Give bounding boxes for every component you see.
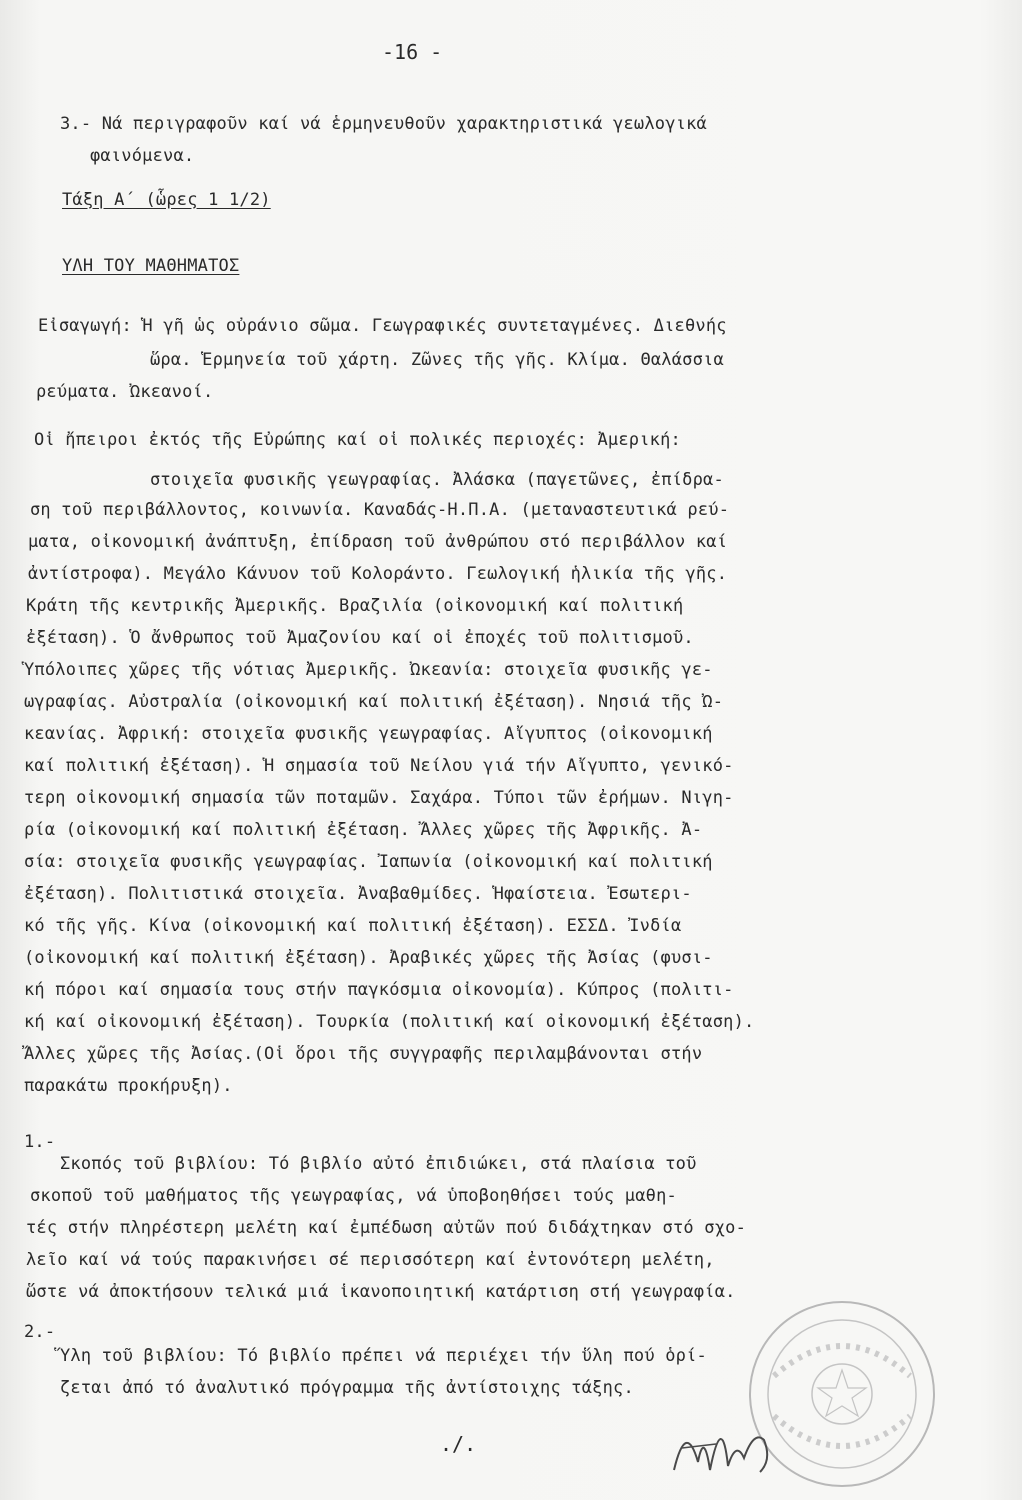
text-line: ρία (οἰκονομική καί πολιτική ἐξέταση. Ἄλλες χῶρες τῆς Ἀφρικῆς. Ἀ-: [24, 820, 703, 840]
section-heading: Οἱ ἤπειροι ἐκτός τῆς Εὐρώπης καί οἱ πολικές περιοχές: Ἀμερική:: [34, 430, 681, 450]
text-line: ὥστε νά ἀποκτήσουν τελικά μιά ἱκανοποιητική κατάρτιση στή γεωγραφία.: [26, 1282, 736, 1302]
text-line: κή καί οἰκονομική ἐξέταση). Τουρκία (πολιτική καί οἰκονομική ἐξέταση).: [24, 1012, 755, 1032]
end-mark: ./.: [440, 1432, 477, 1456]
text-line: Κράτη τῆς κεντρικῆς Ἀμερικῆς. Βραζιλία (οἰκονομική καί πολιτική: [26, 596, 684, 616]
text-line: λεῖο καί νά τούς παρακινήσει σέ περισσότερη καί ἐντονότερη μελέτη,: [26, 1250, 715, 1270]
page-number: -16 -: [382, 40, 443, 64]
text-line: 3.- Νά περιγραφοῦν καί νά ἑρμηνευθοῦν χαρακτηριστικά γεωλογικά: [60, 114, 707, 134]
text-line: στοιχεῖα φυσικῆς γεωγραφίας. Ἀλάσκα (παγετῶνες, ἐπίδρα-: [150, 470, 724, 490]
text-line: (οἰκονομική καί πολιτική ἐξέταση). Ἀραβικές χῶρες τῆς Ἀσίας (φυσι-: [24, 948, 713, 968]
class-heading: Τάξη Α΄ (ὧρες 1 1/2): [62, 190, 271, 210]
text-line: ματα, οἰκονομική ἀνάπτυξη, ἐπίδραση τοῦ ἀνθρώπου στό περιβάλλον καί: [28, 532, 728, 552]
subject-heading: ΥΛΗ ΤΟΥ ΜΑΘΗΜΑΤΟΣ: [62, 256, 240, 276]
section-number: 2.-: [24, 1322, 56, 1342]
text-line: ἐξέταση). Ὁ ἄνθρωπος τοῦ Ἀμαζονίου καί οἱ ἐποχές τοῦ πολιτισμοῦ.: [26, 628, 694, 648]
text-line: ρεύματα. Ὠκεανοί.: [36, 382, 214, 402]
text-line: σκοποῦ τοῦ μαθήματος τῆς γεωγραφίας, νά ὑποβοηθήσει τούς μαθη-: [30, 1186, 677, 1206]
text-line: Σκοπός τοῦ βιβλίου: Τό βιβλίο αὐτό ἐπιδιώκει, στά πλαίσια τοῦ: [60, 1154, 697, 1174]
text-line: Εἰσαγωγή: Ἡ γῆ ὡς οὐράνιο σῶμα. Γεωγραφικές συντεταγμένες. Διεθνής: [38, 316, 727, 336]
text-line: τερη οἰκονομική σημασία τῶν ποταμῶν. Σαχάρα. Τύποι τῶν ἐρήμων. Νιγη-: [24, 788, 734, 808]
text-line: ωγραφίας. Αὐστραλία (οἰκονομική καί πολιτική ἐξέταση). Νησιά τῆς Ὠ-: [24, 692, 724, 712]
text-line: ἀντίστροφα). Μεγάλο Κάνυον τοῦ Κολοράντο. Γεωλογική ἡλικία τῆς γῆς.: [28, 564, 728, 584]
text-line: ση τοῦ περιβάλλοντος, κοινωνία. Καναδάς-Η.Π.Α. (μεταναστευτικά ρεύ-: [30, 500, 730, 520]
text-line: παρακάτω προκήρυξη).: [24, 1076, 233, 1096]
text-line: Ἄλλες χῶρες τῆς Ἀσίας.(Οἱ ὅροι τῆς συγγραφῆς περιλαμβάνονται στήν: [24, 1044, 703, 1064]
text-line: Ὕλη τοῦ βιβλίου: Τό βιβλίο πρέπει νά περιέχει τήν ὕλη πού ὁρί-: [60, 1346, 707, 1366]
text-line: ἐξέταση). Πολιτιστικά στοιχεῖα. Ἀναβαθμίδες. Ἡφαίστεια. Ἐσωτερι-: [24, 884, 692, 904]
text-line: σία: στοιχεῖα φυσικῆς γεωγραφίας. Ἰαπωνία (οἰκονομική καί πολιτική: [24, 852, 713, 872]
text-line: κό τῆς γῆς. Κίνα (οἰκονομική καί πολιτική ἐξέταση). ΕΣΣΔ. Ἰνδία: [24, 916, 682, 936]
text-line: καί πολιτική ἐξέταση). Ἡ σημασία τοῦ Νείλου γιά τήν Αἴγυπτο, γενικό-: [24, 756, 734, 776]
text-line: κεανίας. Ἀφρική: στοιχεῖα φυσικῆς γεωγραφίας. Αἴγυπτος (οἰκονομική: [24, 724, 713, 744]
text-line: κή πόροι καί σημασία τους στήν παγκόσμια οἰκονομία). Κύπρος (πολιτι-: [24, 980, 734, 1000]
text-line: φαινόμενα.: [90, 146, 195, 166]
text-line: ζεται ἀπό τό ἀναλυτικό πρόγραμμα τῆς ἀντίστοιχης τάξης.: [60, 1378, 634, 1398]
text-line: Ὑπόλοιπες χῶρες τῆς νότιας Ἀμερικῆς. Ὠκεανία: στοιχεῖα φυσικῆς γε-: [24, 660, 713, 680]
text-line: τές στήν πληρέστερη μελέτη καί ἐμπέδωση αὐτῶν πού διδάχτηκαν στό σχο-: [26, 1218, 747, 1238]
section-number: 1.-: [24, 1132, 56, 1152]
handwritten-signature: [664, 1400, 784, 1490]
text-line: ὥρα. Ἑρμηνεία τοῦ χάρτη. Ζῶνες τῆς γῆς. Κλίμα. Θαλάσσια: [150, 350, 724, 370]
